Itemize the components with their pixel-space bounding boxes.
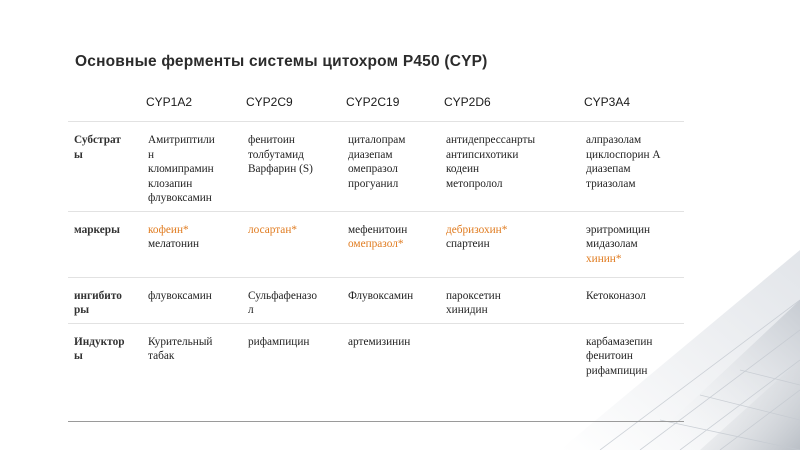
- table-row-inhibitors: [68, 277, 684, 323]
- header-corner: [68, 86, 146, 122]
- drug-name: фенитоин: [248, 134, 295, 146]
- drug-name: толбутамид: [248, 148, 304, 161]
- drug-name: диазепам: [586, 163, 631, 175]
- row-label: [68, 277, 146, 323]
- drug-name: мидазолам: [586, 238, 638, 250]
- marker-drug-name: хинин*: [586, 252, 622, 265]
- drug-name: Флувоксамин: [348, 289, 414, 302]
- drug-name: триазолам: [586, 177, 636, 190]
- cell-substrates-cyp2d6: [444, 122, 584, 212]
- cell-inhibitors-cyp1a2: [146, 277, 246, 323]
- row-label-line: маркеры: [74, 223, 120, 236]
- row-label: [68, 323, 146, 421]
- drug-name: артемизинин: [348, 335, 411, 348]
- marker-drug-name: дебризохин*: [446, 223, 508, 236]
- slide-title: Основные ферменты системы цитохром Р450 (CYP): [75, 53, 488, 70]
- drug-name: диазепам: [348, 148, 393, 161]
- drug-name: кодеин: [446, 163, 480, 175]
- cell-substrates-cyp3a4: [584, 122, 684, 212]
- table-row-substrates: [68, 122, 684, 212]
- table-row-markers: [68, 211, 684, 277]
- drug-name: антипсихотики: [446, 148, 519, 161]
- table-body: [68, 122, 684, 422]
- drug-name: мефенитоин: [348, 223, 408, 236]
- drug-name: прогуанил: [348, 177, 399, 190]
- cell-inhibitors-cyp2c19: [346, 277, 444, 323]
- drug-name: антидепрессанрты: [446, 134, 536, 146]
- cell-markers-cyp3a4: [584, 211, 684, 277]
- row-label: [68, 211, 146, 277]
- drug-name: н: [148, 148, 155, 161]
- drug-name: рифампицин: [248, 335, 310, 348]
- cell-markers-cyp2d6: [444, 211, 584, 277]
- drug-name: спартеин: [446, 238, 490, 250]
- header-cyp1a2: CYP1A2: [146, 86, 246, 122]
- cell-inducers-cyp2d6: [444, 323, 584, 421]
- cyp-enzymes-table: [68, 86, 684, 422]
- drug-name: хинидин: [446, 304, 488, 316]
- drug-name: Амитриптили: [148, 134, 215, 146]
- drug-name: Курительный: [148, 335, 213, 348]
- marker-drug-name: кофеин*: [148, 223, 189, 236]
- drug-name: мелатонин: [148, 238, 200, 250]
- row-label-line: ы: [74, 350, 83, 362]
- table-header-row: [68, 86, 684, 122]
- drug-name: табак: [148, 350, 175, 362]
- cell-substrates-cyp2c19: [346, 122, 444, 212]
- row-label-line: ы: [74, 148, 83, 161]
- cell-inhibitors-cyp3a4: [584, 277, 684, 323]
- drug-name: фенитоин: [586, 350, 633, 362]
- drug-name: эритромицин: [586, 223, 651, 236]
- header-cyp2d6: CYP2D6: [444, 86, 584, 122]
- drug-name: кломипрамин: [148, 163, 214, 175]
- table-row-inducers: [68, 323, 684, 421]
- cell-inhibitors-cyp2d6: [444, 277, 584, 323]
- cell-inducers-cyp2c9: [246, 323, 346, 421]
- drug-name: карбамазепин: [586, 335, 653, 348]
- drug-name: Кетоконазол: [586, 289, 646, 302]
- drug-name: циклоспорин А: [586, 148, 661, 161]
- cell-substrates-cyp1a2: [146, 122, 246, 212]
- drug-name: Варфарин (S): [248, 163, 313, 175]
- cell-inducers-cyp1a2: [146, 323, 246, 421]
- row-label-line: Субстрат: [74, 134, 121, 146]
- drug-name: рифампицин: [586, 364, 648, 377]
- row-label-line: ингибито: [74, 289, 122, 302]
- drug-name: алпразолам: [586, 134, 642, 146]
- drug-name: флувоксамин: [148, 289, 212, 302]
- row-label-line: Индуктор: [74, 335, 125, 348]
- marker-drug-name: омепразол*: [348, 238, 404, 250]
- drug-name: клозапин: [148, 177, 193, 190]
- drug-name: флувоксамин: [148, 192, 212, 204]
- drug-name: Сульфафеназо: [248, 289, 317, 302]
- drug-name: л: [248, 304, 254, 316]
- cell-inhibitors-cyp2c9: [246, 277, 346, 323]
- row-label-line: ры: [74, 304, 90, 316]
- cell-substrates-cyp2c9: [246, 122, 346, 212]
- cell-inducers-cyp3a4: [584, 323, 684, 421]
- cell-markers-cyp1a2: [146, 211, 246, 277]
- marker-drug-name: лосартан*: [248, 223, 298, 236]
- header-cyp3a4: CYP3A4: [584, 86, 684, 122]
- cell-markers-cyp2c19: [346, 211, 444, 277]
- cell-inducers-cyp2c19: [346, 323, 444, 421]
- row-label: [68, 122, 146, 212]
- cell-markers-cyp2c9: [246, 211, 346, 277]
- drug-name: циталопрам: [348, 134, 406, 146]
- drug-name: пароксетин: [446, 289, 501, 302]
- header-cyp2c9: CYP2C9: [246, 86, 346, 122]
- header-cyp2c19: CYP2C19: [346, 86, 444, 122]
- drug-name: омепразол: [348, 163, 398, 175]
- drug-name: метопролол: [446, 177, 503, 190]
